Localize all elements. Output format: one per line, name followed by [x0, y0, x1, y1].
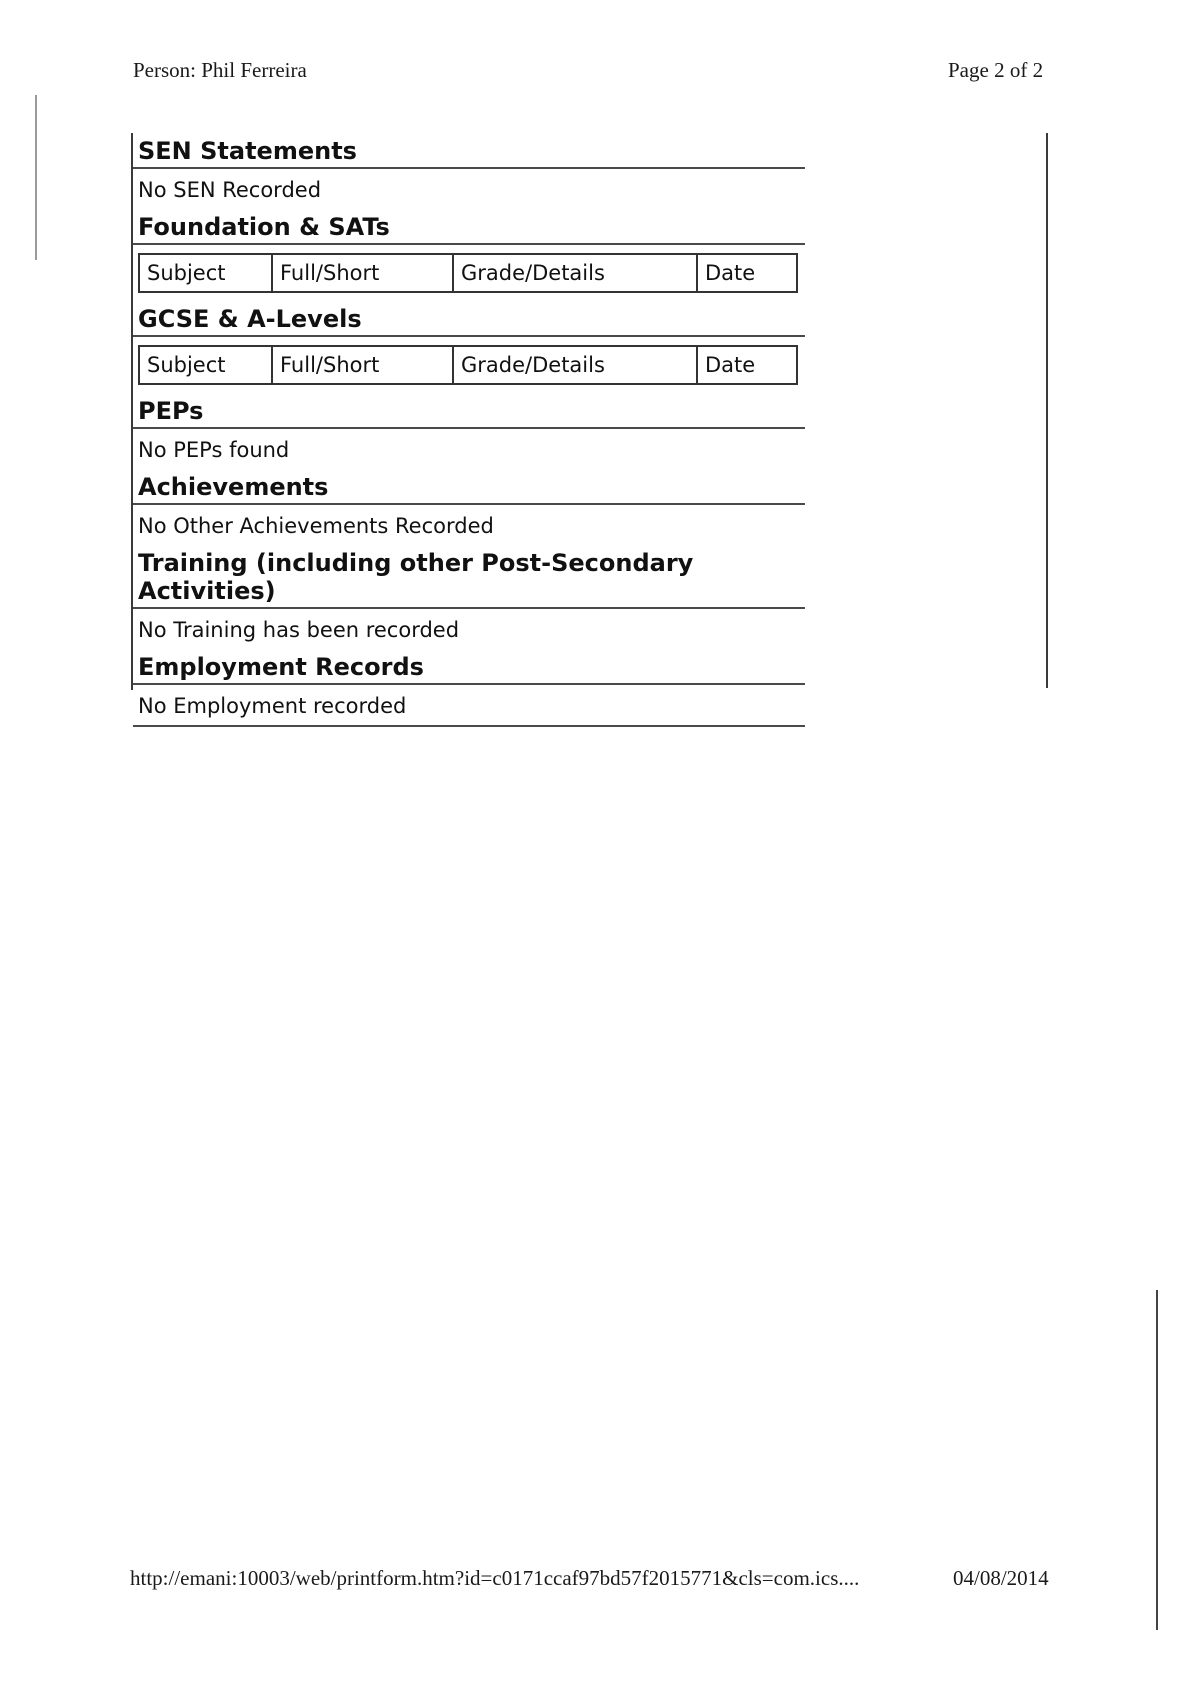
sen-statements-heading: SEN Statements — [133, 133, 805, 169]
sen-statements-text: No SEN Recorded — [138, 178, 322, 202]
column-header-full-short: Full/Short — [272, 346, 453, 384]
right-frame-border — [1046, 133, 1048, 688]
print-url: http://emani:10003/web/printform.htm?id=c0171ccaf97bd57f2015771&cls=com.ics.... — [130, 1566, 860, 1590]
peps-heading: PEPs — [133, 393, 805, 429]
column-header-subject: Subject — [139, 346, 272, 384]
column-header-grade-details: Grade/Details — [453, 254, 697, 292]
person-name: Person: Phil Ferreira — [133, 58, 307, 82]
training-heading — [133, 545, 805, 609]
column-header-date: Date — [697, 254, 797, 292]
gcse-a-levels-table-wrap — [133, 337, 805, 393]
achievements-heading: Achievements — [133, 469, 805, 505]
column-header-subject: Subject — [139, 254, 272, 292]
employment-records-heading: Employment Records — [133, 649, 805, 685]
gcse-a-levels-table — [138, 345, 798, 385]
employment-records-text: No Employment recorded — [133, 685, 805, 727]
foundation-sats-table — [138, 253, 798, 293]
record-content — [133, 133, 805, 727]
training-heading-line-2: Activities) — [138, 577, 276, 605]
print-date: 04/08/2014 — [953, 1566, 1049, 1590]
table-header-row — [139, 254, 797, 292]
foundation-sats-heading: Foundation & SATs — [133, 209, 805, 245]
column-header-full-short: Full/Short — [272, 254, 453, 292]
scan-margin-mark — [35, 95, 37, 260]
training-text: No Training has been recorded — [138, 618, 460, 642]
table-header-row — [139, 346, 797, 384]
training-heading-line-1: Training (including other Post-Secondary — [138, 549, 694, 577]
column-header-date: Date — [697, 346, 797, 384]
peps-text: No PEPs found — [138, 438, 290, 462]
gcse-a-levels-heading: GCSE & A-Levels — [133, 301, 805, 337]
achievements-text: No Other Achievements Recorded — [138, 514, 494, 538]
page-number: Page 2 of 2 — [948, 58, 1044, 82]
scan-margin-mark — [1156, 1290, 1158, 1630]
column-header-grade-details: Grade/Details — [453, 346, 697, 384]
foundation-sats-table-wrap — [133, 245, 805, 301]
